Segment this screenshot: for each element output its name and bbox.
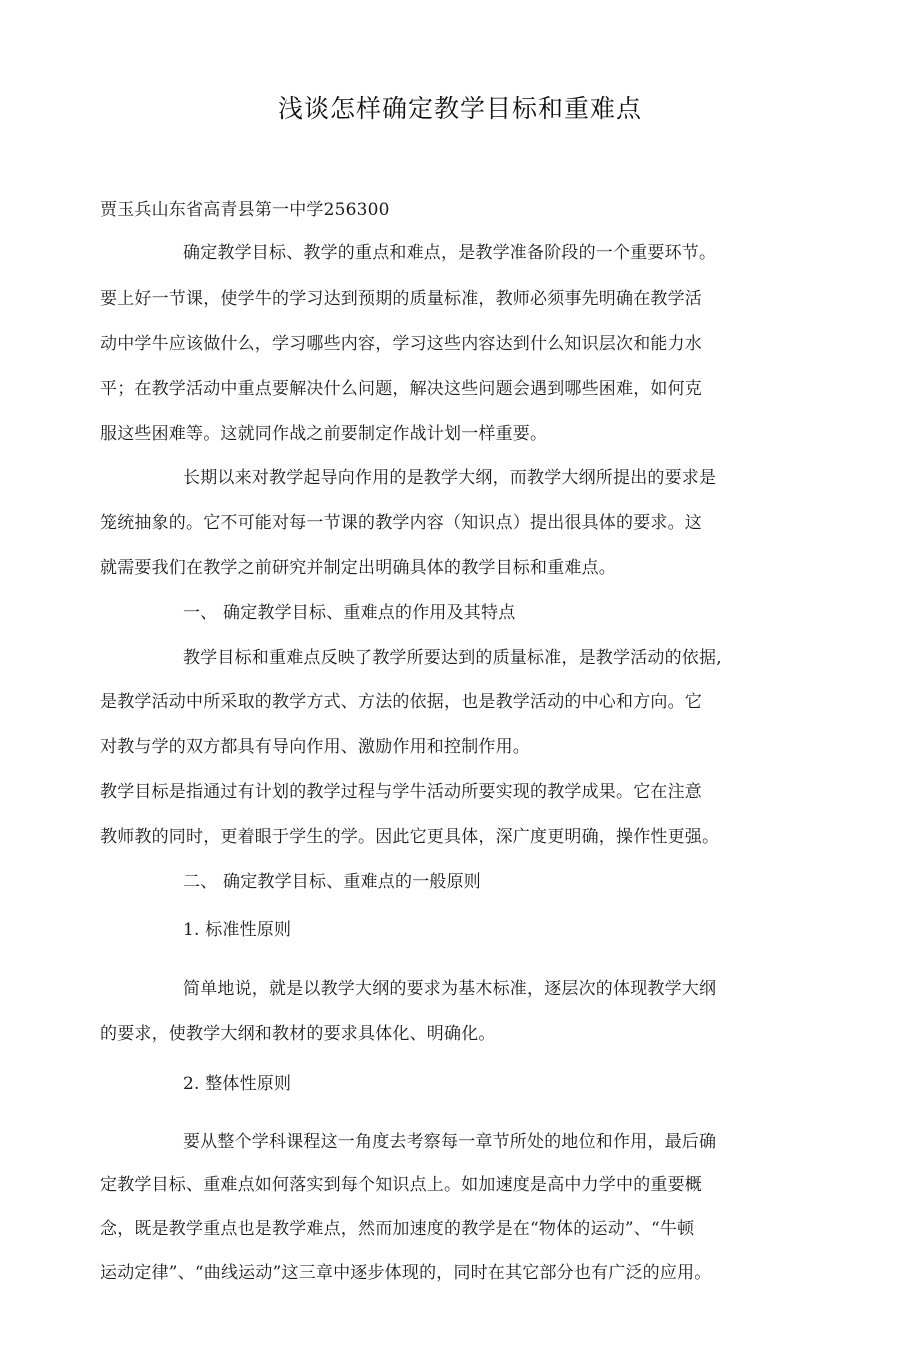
paragraph-3-line-2: 是教学活动中所采取的教学方式、方法的依据，也是教学活动的中心和方向。它 [100,692,702,712]
paragraph-3-line-4: 教学目标是指通过有计划的教学过程与学牛活动所要实现的教学成果。它在注意 [100,782,702,802]
document-title: 浅谈怎样确定教学目标和重难点 [277,94,642,123]
principle-1-line-2: 的要求，使教学大纲和教材的要求具体化、明确化。 [100,1024,496,1044]
paragraph-3-line-5: 教师教的同时，更着眼于学生的学。因此它更具体，深广度更明确，操作性更强。 [100,827,720,847]
paragraph-1-line-4: 平；在教学活动中重点要解决什么问题，解决这些问题会遇到哪些困难，如何克 [100,379,702,399]
paragraph-1-line-3: 动中学牛应该做什么，学习哪些内容，学习这些内容达到什么知识层次和能力水 [100,334,702,354]
principle-2-line-2: 定教学目标、重难点如何落实到每个知识点上。如加速度是高中力学中的重要概 [100,1175,702,1195]
paragraph-1-line-2: 要上好一节课，使学牛的学习达到预期的质量标准，教师必须事先明确在教学活 [100,289,702,309]
section-heading-1: 一、 确定教学目标、重难点的作用及其特点 [183,603,516,623]
principle-1-line-1: 简单地说，就是以教学大纲的要求为基木标准，逐层次的体现教学大纲 [183,979,717,999]
section-heading-2: 二、 确定教学目标、重难点的一般原则 [183,872,482,892]
principle-heading-2: 2. 整体性原则 [183,1074,292,1094]
paragraph-2-line-3: 就需要我们在教学之前研究并制定出明确具体的教学目标和重难点。 [100,558,616,578]
paragraph-1-line-1: 确定教学目标、教学的重点和难点，是教学准备阶段的一个重要环节。 [183,243,717,263]
paragraph-2-line-2: 笼统抽象的。它不可能对每一节课的教学内容（知识点）提出很具体的要求。这 [100,513,702,533]
paragraph-3-line-1: 教学目标和重难点反映了教学所要达到的质量标准，是教学活动的依据, [183,648,722,668]
principle-2-line-1: 要从整个学科课程这一角度去考察每一章节所处的地位和作用，最后确 [183,1132,717,1152]
author-line: 贾玉兵山东省高青县第一中学256300 [100,200,390,220]
principle-2-line-3: 念，既是教学重点也是教学难点，然而加速度的教学是在“物体的运动”、“牛顿 [100,1219,695,1239]
paragraph-2-line-1: 长期以来对教学起导向作用的是教学大纲，而教学大纲所提出的要求是 [183,468,717,488]
principle-heading-1: 1. 标准性原则 [183,920,292,940]
paragraph-3-line-3: 对教与学的双方都具有导向作用、激励作用和控制作用。 [100,737,530,757]
paragraph-1-line-5: 服这些困难等。这就同作战之前要制定作战计划一样重要。 [100,424,548,444]
principle-2-line-4: 运动定律”、“曲线运动”这三章中逐步体现的，同时在其它部分也有广泛的应用。 [100,1263,712,1283]
